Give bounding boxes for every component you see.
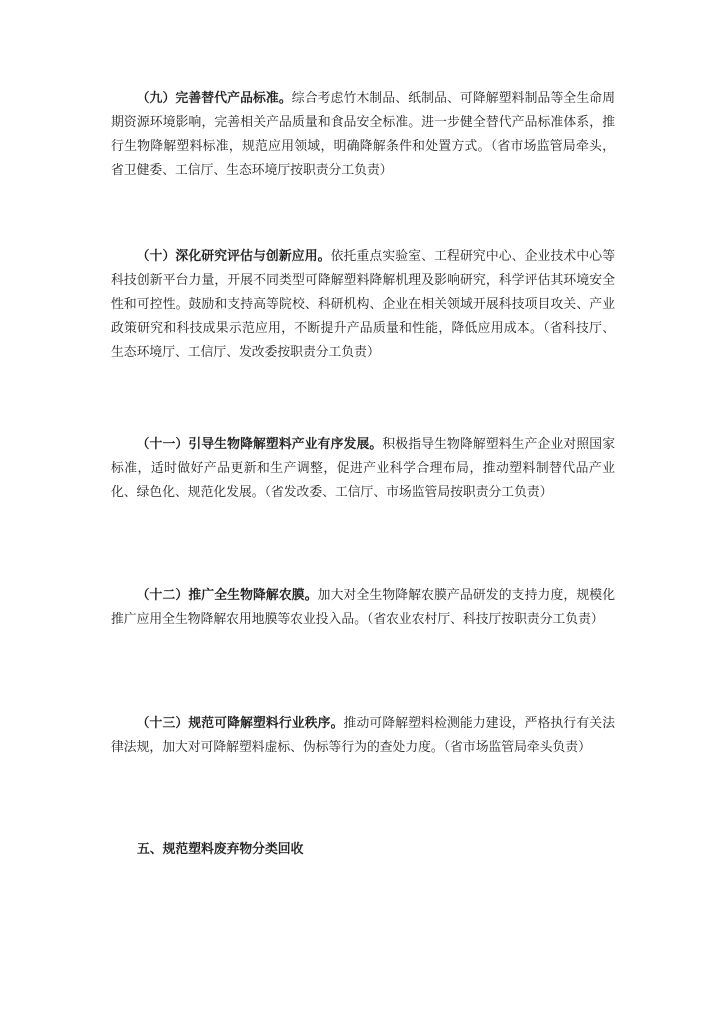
paragraph-13 <box>111 712 615 760</box>
paragraph-10-body: 依托重点实验室、工程研究中心、企业技术中心等科技创新平台力量，开展不同类型可降解塑料降解机理及影响研究，科学评估其环境安全性和可控性。鼓励和支持高等院校、科研机构、企业在相关领域开展科技项目攻关、产业政策研究和科技成果示范应用，不断提升产品质量和性能，降低应用成本。（省科技厅、生态环境厅、工信厅、发改委按职责分工负责） <box>111 249 616 360</box>
section-heading: 五、规范塑料废弃物分类回收 <box>137 842 304 857</box>
paragraph-10 <box>111 245 615 365</box>
paragraph-9-body: 综合考虑竹木制品、纸制品、可降解塑料制品等全生命周期资源环境影响，完善相关产品质量和食品安全标准。进一步健全替代产品标准体系，推行生物降解塑料标准，规范应用领域，明确降解条件和处置方式。（省市场监管局牵头，省卫健委、工信厅、生态环境厅按职责分工负责） <box>111 91 615 178</box>
paragraph-11 <box>111 433 615 505</box>
paragraph-10-heading: （十）深化研究评估与创新应用。 <box>136 249 331 264</box>
paragraph-11-heading: （十一）引导生物降解塑料产业有序发展。 <box>136 437 383 452</box>
paragraph-9 <box>111 87 615 183</box>
paragraph-12-heading: （十二）推广全生物降解农膜。 <box>136 588 318 603</box>
paragraph-13-body: 推动可降解塑料检测能力建设，严格执行有关法律法规，加大对可降解塑料虚标、伪标等行为的查处力度。（省市场监管局牵头负责） <box>111 716 615 755</box>
paragraph-13-heading: （十三）规范可降解塑料行业秩序。 <box>136 716 344 731</box>
paragraph-12 <box>111 584 615 632</box>
paragraph-9-heading: （九）完善替代产品标准。 <box>136 91 292 106</box>
paragraph-12-body: 加大对全生物降解农膜产品研发的支持力度，规模化推广应用全生物降解农用地膜等农业投入品。（省农业农村厅、科技厅按职责分工负责） <box>111 588 616 627</box>
paragraph-11-body: 积极指导生物降解塑料生产企业对照国家标准，适时做好产品更新和生产调整，促进产业科学合理布局，推动塑料制替代品产业化、绿色化、规范化发展。（省发改委、工信厅、市场监管局按职责分工负责） <box>111 437 616 500</box>
